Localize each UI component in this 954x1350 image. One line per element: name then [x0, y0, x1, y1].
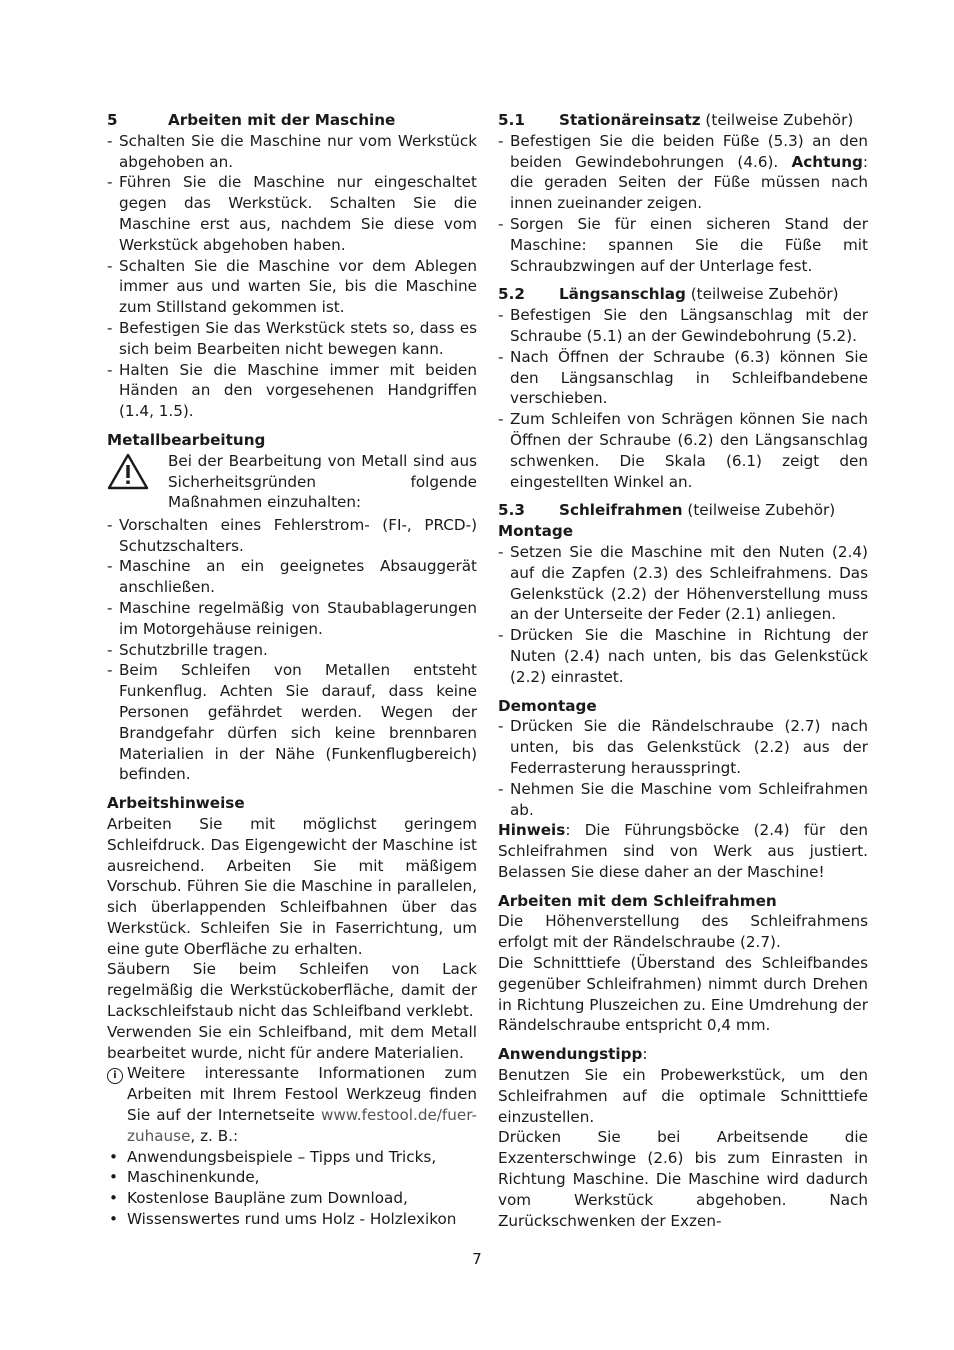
- section-number: 5.2: [498, 285, 525, 304]
- section-title: Schleifrahmen: [559, 501, 683, 520]
- section-number: 5.1: [498, 111, 525, 129]
- list-item: - Befestigen Sie die beiden Füße (5.3) an den beiden Gewindebohrungen (4.6). Achtung: die geraden Seiten der Füße müssen nach innen zueinander zeigen.: [498, 131, 868, 214]
- list-item: - Schutzbrille tragen.: [107, 640, 477, 661]
- hints-heading: Arbeitshinweise: [107, 794, 245, 813]
- demontage-list: [498, 716, 868, 820]
- left-column: [107, 110, 477, 1230]
- warning-text: Bei der Bearbeitung von Metall sind aus Sicherheitsgründen folgende Maßnahmen einzuhalten:: [168, 451, 477, 512]
- list-item: - Führen Sie die Maschine nur eingeschaltet gegen das Werkstück. Schalten Sie die Maschine erst aus, nachdem Sie diese vom Werkstück abgehoben haben.: [107, 172, 477, 255]
- list-item: - Maschine an ein geeignetes Absauggerät anschließen.: [107, 556, 477, 598]
- section-title: Stationäreinsatz: [559, 111, 701, 129]
- list-item: - Schalten Sie die Maschine nur vom Werkstück abgehoben an.: [107, 131, 477, 173]
- frame-paragraph: Die Schnitttiefe (Überstand des Schleifbandes gegenüber Schleifrahmen) nimmt durch Drehen in Richtung Pluszeichen zu. Eine Umdrehung der Rändelschraube entspricht 0,4 mm.: [498, 954, 868, 1035]
- tip-heading: Anwendungstipp:: [498, 1045, 648, 1064]
- page-number: 7: [472, 1250, 482, 1268]
- list-item: - Halten Sie die Maschine immer mit beiden Händen an den vorgesehenen Handgriffen (1.4, 1.5).: [107, 360, 477, 422]
- festool-link[interactable]: www.festool.de/fuer-zuhause: [127, 1106, 477, 1145]
- section-5-1-heading: [498, 110, 868, 131]
- list-item: - Sorgen Sie für einen sicheren Stand der Maschine: spannen Sie die Füße mit Schraubzwingen auf der Unterlage fest.: [498, 214, 868, 276]
- list-item: - Befestigen Sie das Werkstück stets so, dass es sich beim Bearbeiten nicht bewegen kann.: [107, 318, 477, 360]
- list-item: - Drücken Sie die Maschine in Richtung der Nuten (2.4) nach unten, bis das Gelenkstück (2.2) einrastet.: [498, 625, 868, 687]
- metal-heading: Metallbearbeitung: [107, 430, 266, 449]
- frame-paragraph: Die Höhenverstellung des Schleifrahmens erfolgt mit der Rändelschraube (2.7).: [498, 912, 868, 952]
- list-item: - Beim Schleifen von Metallen entsteht Funkenflug. Achten Sie darauf, dass keine Personen gefährdet werden. Wegen der Brandgefahr dürfen sich keine brennbaren Materialien in der Nähe (Funkenflugbereich) befinden.: [107, 660, 477, 785]
- section-suffix: (teilweise Zubehör): [682, 501, 836, 520]
- list-item: - Nehmen Sie die Maschine vom Schleifrahmen ab.: [498, 779, 868, 821]
- hints-paragraph: Säubern Sie beim Schleifen von Lack regelmäßig die Werkstückoberfläche, damit der Lackschleifstaub nicht das Schleifband verklebt.: [107, 960, 477, 1021]
- info-icon: i: [107, 1063, 127, 1146]
- list-item: - Vorschalten eines Fehlerstrom- (FI-, PRCD-) Schutzschalters.: [107, 515, 477, 557]
- hinweis-paragraph: Hinweis: Die Führungsböcke (2.4) für den Schleifrahmen sind von Werk aus justiert. Belassen Sie diese daher an der Maschine!: [498, 821, 868, 881]
- section-5-heading: [107, 110, 477, 131]
- section-title: Arbeiten mit der Maschine: [168, 111, 396, 129]
- section-5-3-heading: [498, 500, 868, 521]
- section-number: 5: [107, 111, 118, 129]
- list-item: - Maschine regelmäßig von Staubablagerungen im Motorgehäuse reinigen.: [107, 598, 477, 640]
- metal-list: [107, 515, 477, 785]
- list-item: - Setzen Sie die Maschine mit den Nuten (2.4) auf die Zapfen (2.3) des Schleifrahmens. Das Gelenkstück (2.2) der Höhenverstellung muss an der Unterseite der Feder (2.1) anliegen.: [498, 542, 868, 625]
- bullet-item: • Anwendungsbeispiele – Tipps und Tricks,: [107, 1147, 477, 1168]
- tip-paragraph: Benutzen Sie ein Probewerkstück, um den Schleifrahmen auf die optimale Schnitttiefe einzustellen.: [498, 1066, 868, 1126]
- hints-paragraph: Verwenden Sie ein Schleifband, mit dem Metall bearbeitet wurde, nicht für andere Materialien.: [107, 1022, 477, 1062]
- section-title: Längsanschlag: [559, 285, 686, 304]
- montage-heading: Montage: [498, 522, 574, 541]
- bullet-item: • Wissenswertes rund ums Holz - Holzlexikon: [107, 1209, 477, 1230]
- section-number: 5.3: [498, 501, 525, 520]
- list-item: - Nach Öffnen der Schraube (6.3) können Sie den Längsanschlag in Schleifbandebene verschieben.: [498, 347, 868, 409]
- section-5-2-heading: [498, 284, 868, 305]
- montage-list: [498, 542, 868, 688]
- frame-heading: Arbeiten mit dem Schleifrahmen: [498, 891, 777, 910]
- section-suffix: (teilweise Zubehör): [685, 285, 839, 304]
- right-column: [498, 110, 868, 1231]
- list-item: - Drücken Sie die Rändelschraube (2.7) nach unten, bis das Gelenkstück (2.2) aus der Federrasterung herausspringt.: [498, 716, 868, 778]
- tip-paragraph: Drücken Sie bei Arbeitsende die Exzenterschwinge (2.6) bis zum Einrasten in Richtung Maschine. Die Maschine wird dadurch vom Werkstück abgehoben. Nach Zurückschwenken der Exzen-: [498, 1128, 868, 1230]
- metal-warning: [107, 451, 477, 515]
- section-suffix: (teilweise Zubehör): [700, 111, 854, 129]
- list-item: - Schalten Sie die Maschine vor dem Ablegen immer aus und warten Sie, bis die Maschine zum Stillstand gekommen ist.: [107, 256, 477, 318]
- section-5-1-list: [498, 131, 868, 277]
- list-item: - Befestigen Sie den Längsanschlag mit der Schraube (5.1) an der Gewindebohrung (5.2).: [498, 305, 868, 347]
- bullet-item: • Maschinenkunde,: [107, 1167, 477, 1188]
- section-5-list: [107, 131, 477, 422]
- warning-triangle-icon: [107, 451, 168, 515]
- info-note: [107, 1063, 477, 1146]
- list-item: - Zum Schleifen von Schrägen können Sie nach Öffnen der Schraube (6.2) den Längsanschlag schwenken. Die Skala (6.1) zeigt den eingestellten Winkel an.: [498, 409, 868, 492]
- bullet-item: • Kostenlose Baupläne zum Download,: [107, 1188, 477, 1209]
- section-5-2-list: [498, 305, 868, 492]
- info-text: Weitere interessante Informationen zum Arbeiten mit Ihrem Festool Werkzeug finden Sie auf der Internetseite www.festool.de/fuer-zuhause, z. B.:: [127, 1064, 477, 1145]
- hints-paragraph: Arbeiten Sie mit möglichst geringem Schleifdruck. Das Eigengewicht der Maschine ist ausreichend. Arbeiten Sie mit mäßigem Vorschub. Führen Sie die Maschine in parallelen, sich überlappenden Schleifbahnen über das Werkstück. Schleifen Sie in Faserrichtung, um eine gute Oberfläche zu erhalten.: [107, 814, 477, 958]
- info-bullets: [107, 1147, 477, 1230]
- demontage-heading: Demontage: [498, 696, 597, 715]
